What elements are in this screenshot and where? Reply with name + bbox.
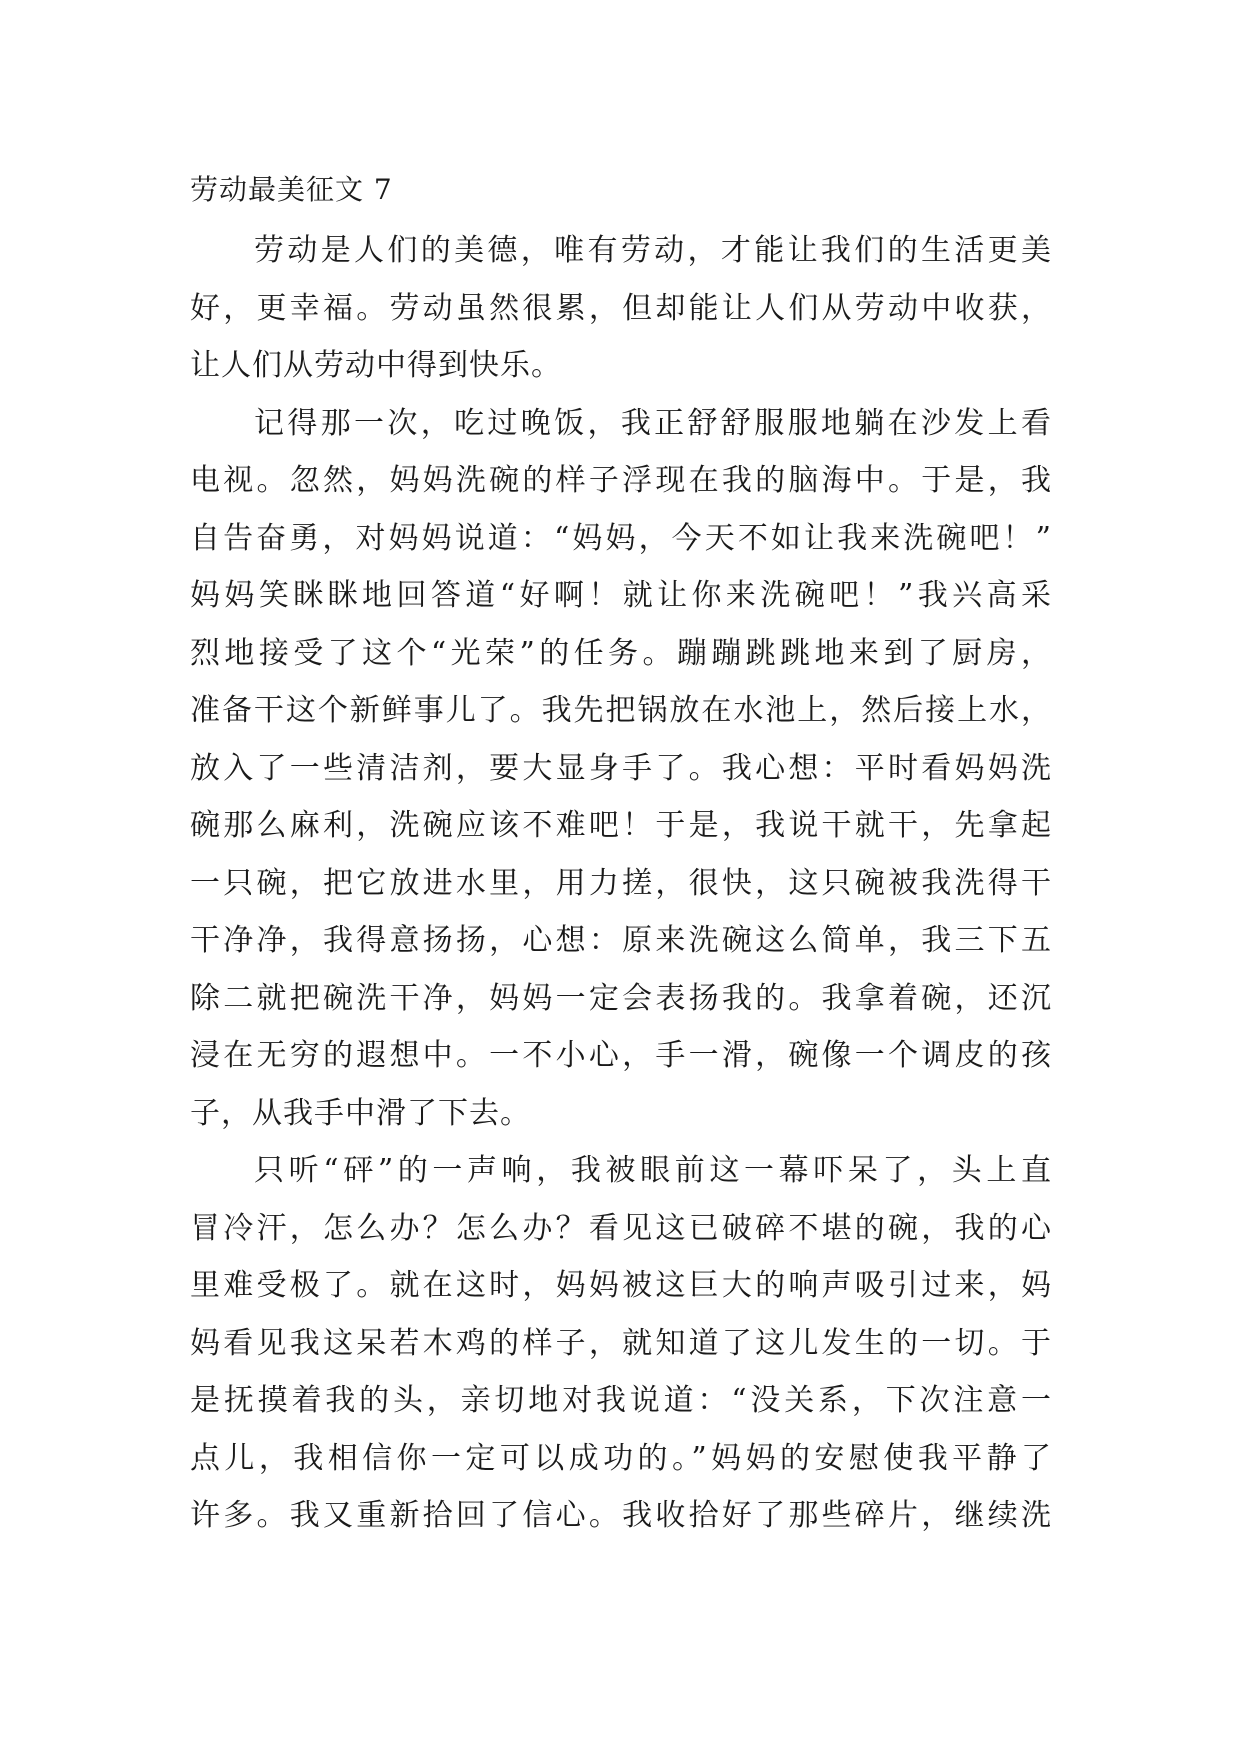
paragraph-line: 一只碗，把它放进水里，用力搓，很快，这只碗被我洗得干 bbox=[190, 865, 1052, 901]
paragraph-line: 妈妈笑眯眯地回答道“好啊！就让你来洗碗吧！”我兴高采 bbox=[190, 578, 1052, 613]
paragraph-line: 记得那一次，吃过晚饭，我正舒舒服服地躺在沙发上看 bbox=[254, 405, 1052, 441]
paragraph-line: 好，更幸福。劳动虽然很累，但却能让人们从劳动中收获， bbox=[190, 290, 1052, 326]
paragraph-3 bbox=[190, 1142, 1052, 1545]
paragraph-line: 子，从我手中滑了下去。 bbox=[190, 1095, 531, 1131]
paragraph-line: 点儿，我相信你一定可以成功的。”妈妈的安慰使我平静了 bbox=[190, 1440, 1052, 1476]
paragraph-line: 妈看见我这呆若木鸡的样子，就知道了这儿发生的一切。于 bbox=[190, 1325, 1052, 1361]
paragraph-line: 让人们从劳动中得到快乐。 bbox=[190, 348, 562, 383]
paragraph-line: 浸在无穷的遐想中。一不小心，手一滑，碗像一个调皮的孩 bbox=[190, 1038, 1052, 1073]
paragraph-line: 电视。忽然，妈妈洗碗的样子浮现在我的脑海中。于是，我 bbox=[190, 463, 1052, 498]
document-title: 劳动最美征文 7 bbox=[190, 173, 393, 206]
paragraph-line: 放入了一些清洁剂，要大显身手了。我心想：平时看妈妈洗 bbox=[190, 750, 1052, 786]
paragraph-line: 许多。我又重新拾回了信心。我收拾好了那些碎片，继续洗 bbox=[190, 1498, 1052, 1533]
paragraph-line: 除二就把碗洗干净，妈妈一定会表扬我的。我拿着碗，还沉 bbox=[190, 980, 1052, 1016]
paragraph-line: 烈地接受了这个“光荣”的任务。蹦蹦跳跳地来到了厨房， bbox=[190, 635, 1052, 671]
paragraph-line: 里难受极了。就在这时，妈妈被这巨大的响声吸引过来，妈 bbox=[190, 1268, 1052, 1303]
paragraph-1 bbox=[190, 222, 1052, 395]
paragraph-line: 准备干这个新鲜事儿了。我先把锅放在水池上，然后接上水， bbox=[190, 693, 1052, 728]
paragraph-line: 干净净，我得意扬扬，心想：原来洗碗这么简单，我三下五 bbox=[190, 923, 1052, 958]
document-body bbox=[190, 222, 1052, 1545]
paragraph-line: 自告奋勇，对妈妈说道：“妈妈，今天不如让我来洗碗吧！” bbox=[190, 520, 1052, 556]
paragraph-2 bbox=[190, 395, 1052, 1143]
paragraph-line: 冒冷汗，怎么办？怎么办？看见这已破碎不堪的碗，我的心 bbox=[190, 1210, 1052, 1246]
paragraph-line: 是抚摸着我的头，亲切地对我说道：“没关系，下次注意一 bbox=[190, 1383, 1052, 1418]
paragraph-line: 碗那么麻利，洗碗应该不难吧！于是，我说干就干，先拿起 bbox=[190, 808, 1052, 843]
paragraph-line: 只听“砰”的一声响，我被眼前这一幕吓呆了，头上直 bbox=[254, 1153, 1052, 1188]
paragraph-line: 劳动是人们的美德，唯有劳动，才能让我们的生活更美 bbox=[254, 233, 1052, 268]
